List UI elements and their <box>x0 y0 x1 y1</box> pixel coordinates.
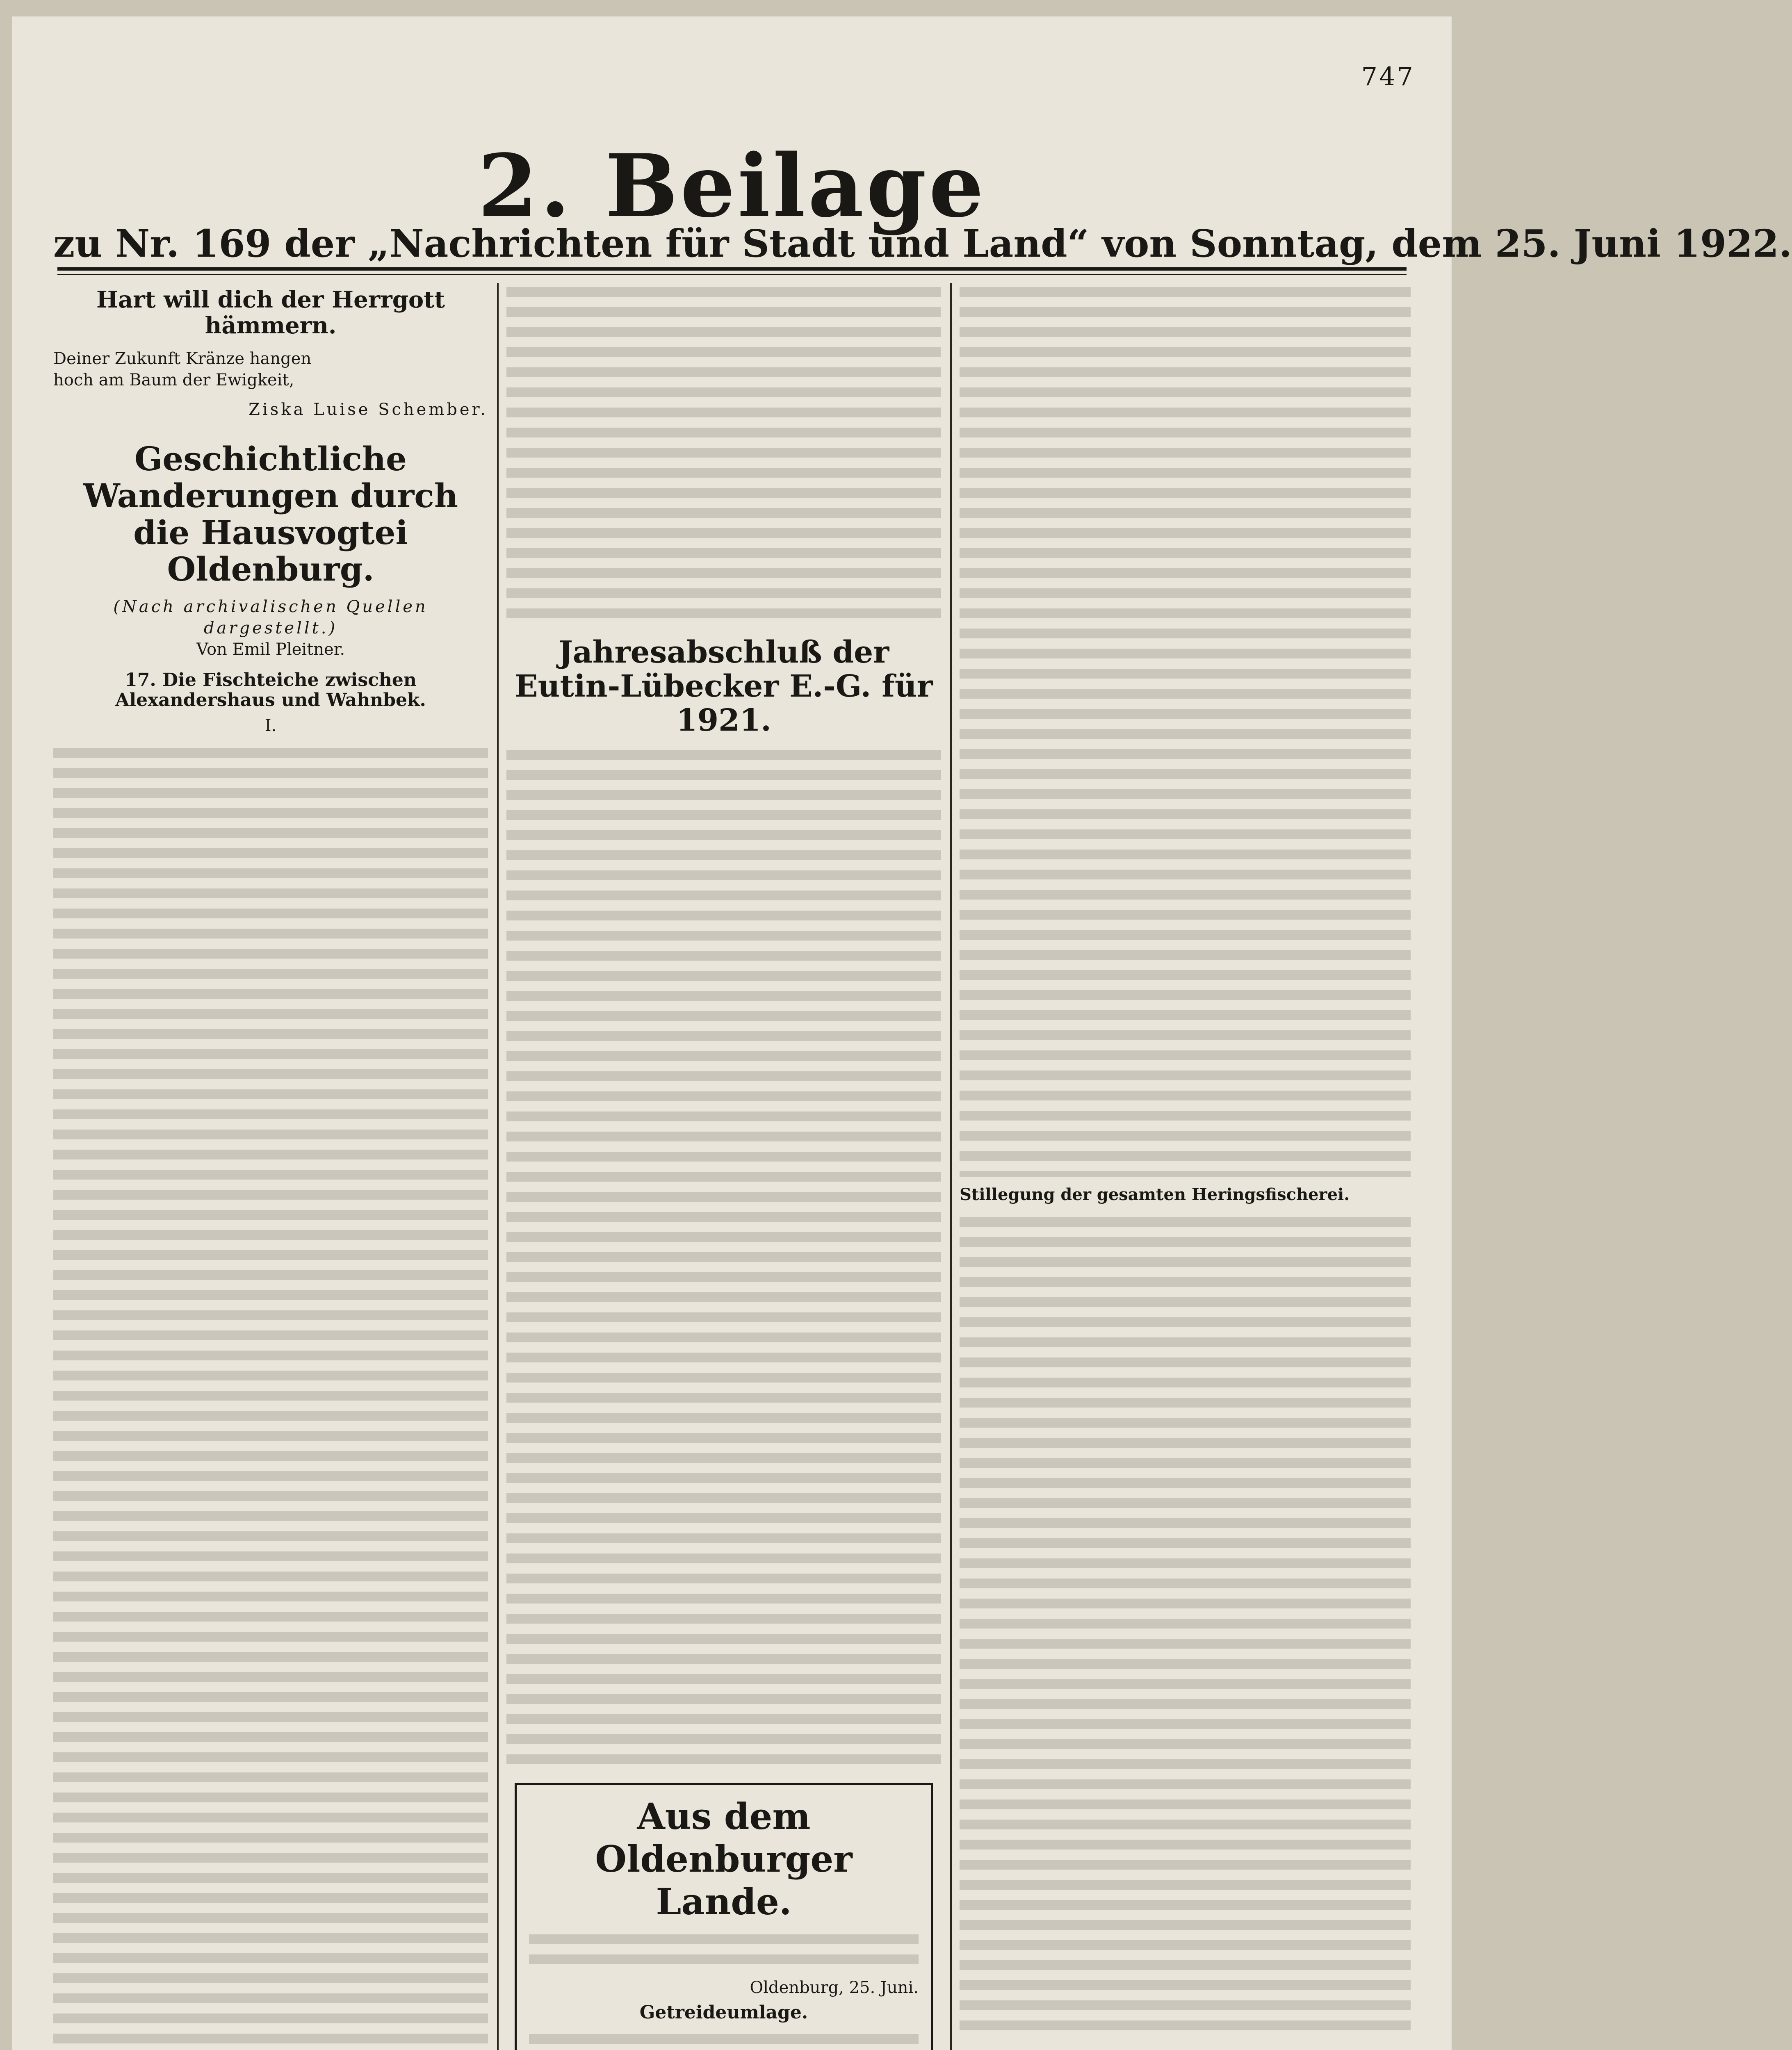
masthead-rule <box>57 267 1407 271</box>
column-3-more-text <box>960 1213 1411 2033</box>
chapter-heading: 17. Die Fischteiche zwischen Alexandershaus und Wahnbek. <box>115 669 426 711</box>
supplement-title: 2. Beilage <box>478 135 986 237</box>
poem-title: Hart will dich der Herrgott hämmern. <box>96 286 445 339</box>
poem-line: Deiner Zukunft Kränze hangen <box>53 349 312 369</box>
regional-news-box <box>515 1783 933 2050</box>
poem-author: Ziska Luise Schember. <box>249 400 488 419</box>
regional-subheading: Getreideumlage. <box>639 2002 808 2023</box>
column-1 <box>53 283 488 2050</box>
regional-notice-text <box>529 1930 919 1971</box>
section-numeral: I. <box>264 716 277 736</box>
poem-line: hoch am Baum der Ewigkeit, <box>53 371 294 390</box>
article-source: (Nach archivalischen Quellen dargestellt.) <box>113 597 428 638</box>
newspaper-page <box>12 16 1792 2050</box>
dateline: Oldenburg, 25. Juni. <box>750 1978 919 1997</box>
regional-news-title: Aus dem Oldenburger Lande. <box>595 1795 853 1923</box>
column-3-body-text <box>960 283 1411 1177</box>
page-number: 747 <box>1361 61 1415 91</box>
article-title: Geschichtliche Wanderungen durch die Hausvogtei Oldenburg. <box>83 440 458 589</box>
column-divider <box>950 283 952 2050</box>
article-author: Von Emil Pleitner. <box>196 640 345 659</box>
column-divider <box>497 283 499 2050</box>
report-title: Jahresabschluß der Eutin-Lübecker E.-G. für 1921. <box>515 635 933 738</box>
article-body-text <box>53 744 488 2050</box>
regional-body-text <box>529 2030 919 2050</box>
masthead-rule-thin <box>57 274 1407 275</box>
report-body-text <box>506 746 941 1771</box>
news-item-label: Stillegung der gesamten Heringsfischerei. <box>960 1185 1350 1204</box>
article-continuation-text <box>506 283 941 619</box>
column-3 <box>960 283 1411 2050</box>
supplement-subtitle: zu Nr. 169 der „Nachrichten für Stadt und Land“ von Sonntag, dem 25. Juni 1922. <box>53 221 1792 266</box>
column-2 <box>506 283 941 2050</box>
